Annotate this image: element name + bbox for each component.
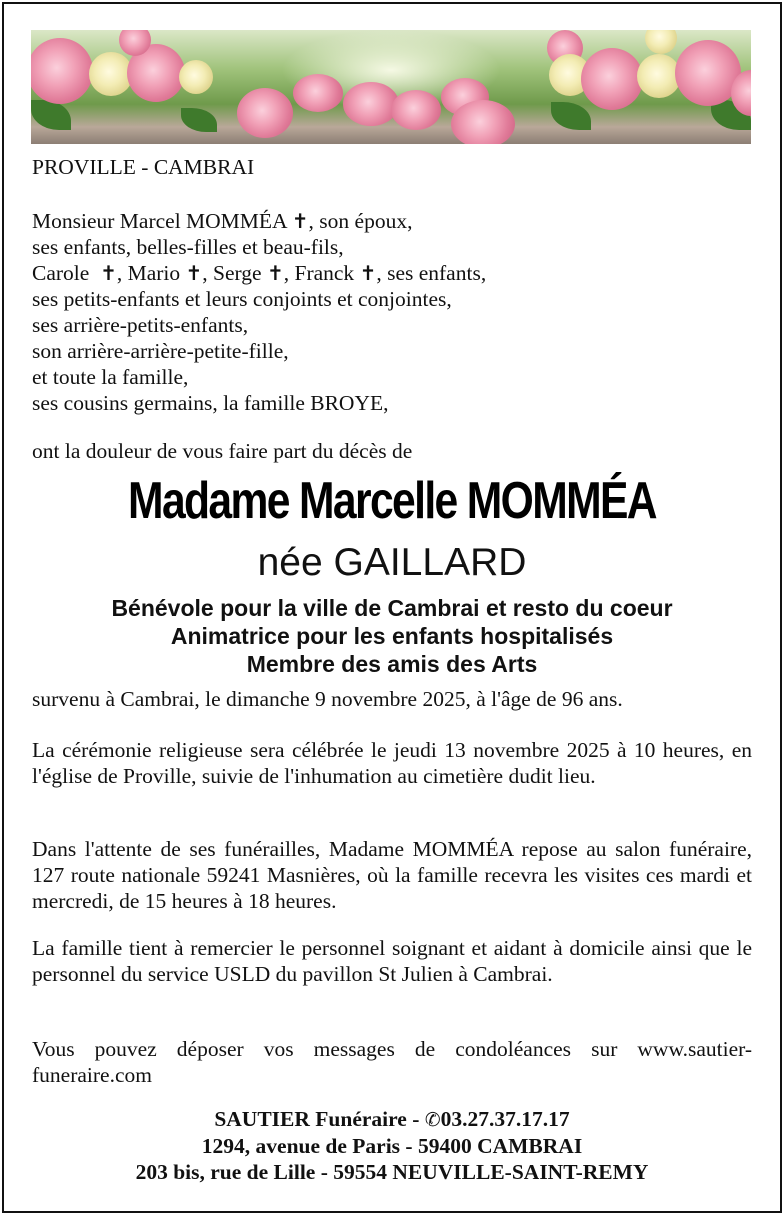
deceased-name: Madame Marcelle MOMMÉA: [128, 472, 656, 530]
family-line-children: Carole ✝, Mario ✝, Serge ✝, Franck ✝, ses enfants,: [32, 261, 487, 285]
condolences-paragraph: Vous pouvez déposer vos messages de condoléances sur www.sautier-funeraire.com: [32, 1037, 752, 1087]
role-item: Bénévole pour la ville de Cambrai et resto du coeur: [111, 595, 673, 621]
footer-address-2: 203 bis, rue de Lille - 59554 NEUVILLE-SAINT-REMY: [135, 1160, 649, 1184]
roses-banner-image: [31, 30, 751, 144]
footer-company-line: SAUTIER Funéraire - ✆03.27.37.17.17: [214, 1107, 570, 1131]
family-line-cousins: ses cousins germains, la famille BROYE,: [32, 391, 389, 415]
cross-icon: ✝: [100, 261, 117, 285]
phone-icon: ✆: [424, 1109, 441, 1131]
roles-list: [0, 594, 784, 678]
announcement-text: ont la douleur de vous faire part du décès de: [32, 439, 413, 463]
role-item: Animatrice pour les enfants hospitalisés: [170, 623, 614, 649]
family-line-husband: Monsieur Marcel MOMMÉA ✝, son époux,: [32, 209, 413, 233]
cross-icon: ✝: [359, 261, 377, 285]
family-line-grandchildren: ses petits-enfants et leurs conjoints et conjointes,: [32, 287, 452, 311]
ceremony-paragraph: La cérémonie religieuse sera célébrée le jeudi 13 novembre 2025 à 10 heures, en l'église de Proville, suivie de l'inhumation au cimetière dudit lieu.: [32, 738, 752, 788]
rest-paragraph: Dans l'attente de ses funérailles, Madame MOMMÉA repose au salon funéraire, 127 route nationale 59241 Masnières, où la famille recevra les visites ces mardi et mercredi, de 15 heures à 18 heures.: [32, 837, 752, 913]
cross-icon: ✝: [291, 209, 309, 233]
thanks-paragraph: La famille tient à remercier le personnel soignant et aidant à domicile ainsi que le personnel du service USLD du pavillon St Julien à Cambrai.: [32, 936, 752, 986]
family-list: [32, 208, 486, 416]
footer-phone: 03.27.37.17.17: [440, 1107, 570, 1131]
family-line-whole-family: et toute la famille,: [32, 365, 189, 389]
family-line-great-grandchildren: ses arrière-petits-enfants,: [32, 313, 249, 337]
cross-icon: ✝: [266, 261, 284, 285]
location-heading: PROVILLE - CAMBRAI: [32, 155, 255, 179]
role-item: Membre des amis des Arts: [246, 651, 538, 677]
death-paragraph: survenu à Cambrai, le dimanche 9 novembre 2025, à l'âge de 96 ans.: [32, 687, 623, 711]
family-line-children-intro: ses enfants, belles-filles et beau-fils,: [32, 235, 344, 259]
maiden-name: née GAILLARD: [257, 541, 527, 584]
family-line-great-great-grandchild: son arrière-arrière-petite-fille,: [32, 339, 289, 363]
footer-address-1: 1294, avenue de Paris - 59400 CAMBRAI: [201, 1134, 583, 1158]
cross-icon: ✝: [185, 261, 203, 285]
funeral-home-footer: [0, 1106, 784, 1185]
